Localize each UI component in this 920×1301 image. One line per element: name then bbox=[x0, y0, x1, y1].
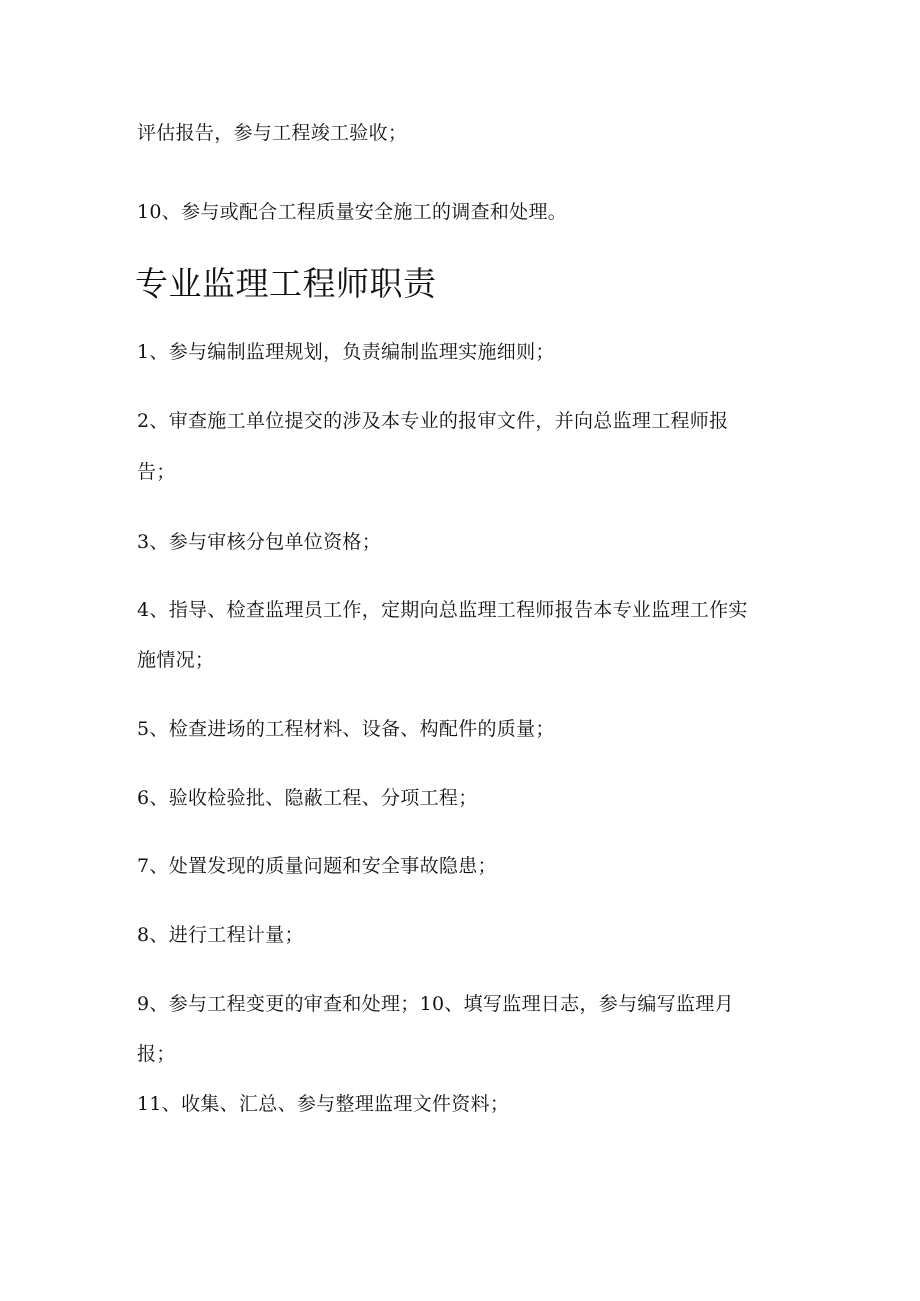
duty-item-3: 3、参与审核分包单位资格； bbox=[137, 531, 381, 553]
duty-item-8: 8、进行工程计量； bbox=[137, 924, 304, 946]
duty-item-1: 1、参与编制监理规划，负责编制监理实施细则； bbox=[137, 341, 555, 363]
duty-item-4-continuation: 施情况； bbox=[137, 649, 215, 671]
duty-item-2-continuation: 告； bbox=[137, 461, 176, 483]
section-heading: 专业监理工程师职责 bbox=[135, 264, 437, 303]
duty-item-2: 2、审查施工单位提交的涉及本专业的报审文件，并向总监理工程师报 bbox=[137, 410, 729, 432]
duty-item-6: 6、验收检验批、隐蔽工程、分项工程； bbox=[137, 787, 478, 809]
duty-item-9: 9、参与工程变更的审查和处理；10、填写监理日志，参与编写监理月 bbox=[137, 993, 734, 1015]
duty-item-4: 4、指导、检查监理员工作，定期向总监理工程师报告本专业监理工作实 bbox=[137, 599, 748, 621]
text-line-continuation: 评估报告，参与工程竣工验收； bbox=[137, 122, 408, 144]
duty-item-5: 5、检查进场的工程材料、设备、构配件的质量； bbox=[137, 718, 555, 740]
duty-item-11: 11、收集、汇总、参与整理监理文件资料； bbox=[137, 1093, 510, 1115]
text-line-item-10: 10、参与或配合工程质量安全施工的调查和处理。 bbox=[137, 201, 568, 223]
duty-item-7: 7、处置发现的质量问题和安全事故隐患； bbox=[137, 855, 497, 877]
duty-item-9-continuation: 报； bbox=[137, 1043, 176, 1065]
